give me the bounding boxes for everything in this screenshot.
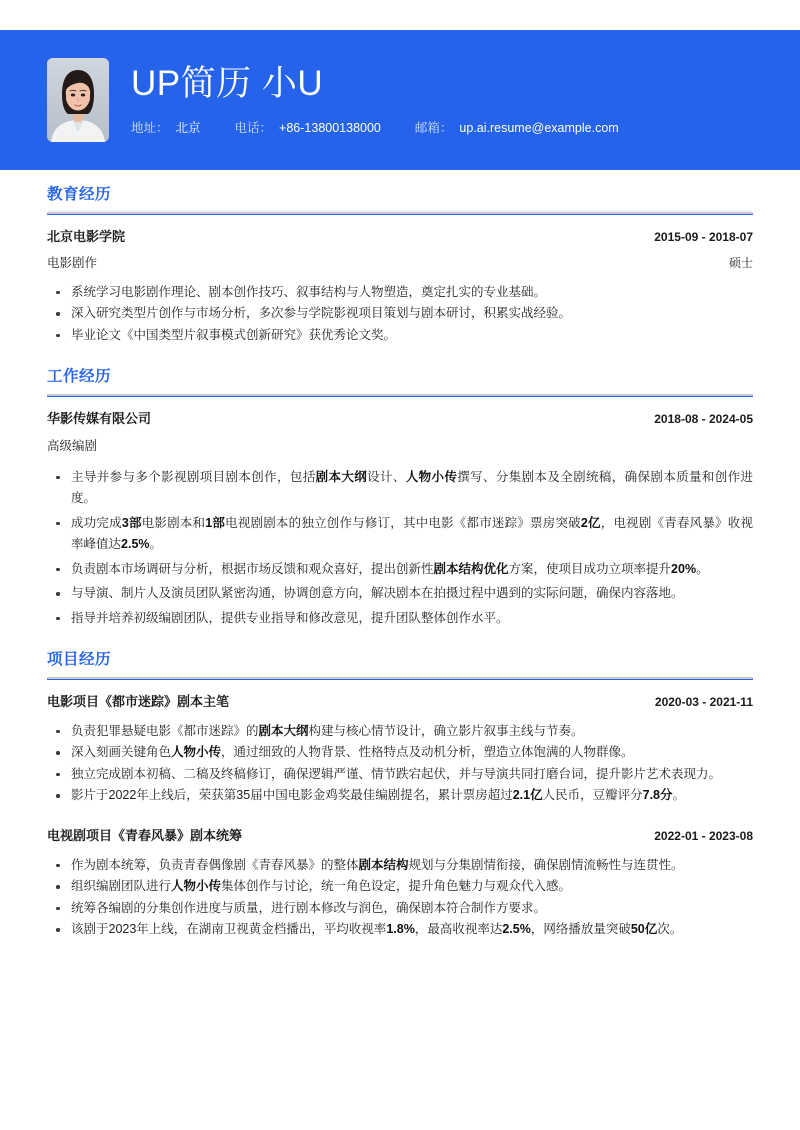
bullet-item: 负责剧本市场调研与分析，根据市场反馈和观众喜好，提出创新性剧本结构优化方案，使项目成功立项率提升20%。 (47, 559, 753, 581)
bullet-item: 指导并培养初级编剧团队，提供专业指导和修改意见，提升团队整体创作水平。 (47, 608, 753, 630)
entry-date: 2022-01 - 2023-08 (654, 828, 753, 843)
bullet-item: 影片于2022年上线后，荣获第35届中国电影金鸡奖最佳编剧提名，累计票房超过2.1亿人民币，豆瓣评分7.8分。 (47, 785, 753, 807)
entry-header-row (47, 693, 753, 712)
entry-bullet-list (47, 467, 753, 630)
entry-date: 2015-09 - 2018-07 (654, 229, 753, 244)
entry-subtitle: 高级编剧 (47, 438, 98, 453)
bullet-item: 深入刻画关键角色人物小传，通过细致的人物背景、性格特点及动机分析，塑造立体饱满的人物群像。 (47, 742, 753, 764)
education-entry (47, 228, 753, 347)
contact-address-label: 地址： (131, 120, 169, 135)
resume-header-banner (0, 30, 800, 170)
portrait-photo (47, 58, 109, 142)
header-text-block (131, 64, 619, 135)
work-entry (47, 410, 753, 629)
project-entry (47, 827, 753, 941)
bullet-item: 该剧于2023年上线，在湖南卫视黄金档播出，平均收视率1.8%，最高收视率达2.5%，网络播放量突破50亿次。 (47, 919, 753, 941)
page-title: UP简历 小U (131, 64, 324, 104)
section-work (47, 368, 753, 629)
section-education (47, 186, 753, 346)
entry-header-row (47, 827, 753, 846)
entry-header-row (47, 228, 753, 247)
bullet-item: 系统学习电影剧作理论、剧本创作技巧、叙事结构与人物塑造，奠定扎实的专业基础。 (47, 282, 753, 304)
project-entry (47, 693, 753, 807)
contact-email (415, 118, 619, 136)
bullet-item: 负责犯罪悬疑电影《都市迷踪》的剧本大纲构建与核心情节设计，确立影片叙事主线与节奏。 (47, 721, 753, 743)
bullet-item: 毕业论文《中国类型片叙事模式创新研究》获优秀论文奖。 (47, 325, 753, 347)
resume-body (0, 170, 800, 945)
entry-date: 2020-03 - 2021-11 (654, 694, 753, 709)
bullet-item: 深入研究类型片创作与市场分析，多次参与学院影视项目策划与剧本研讨，积累实战经验。 (47, 303, 753, 325)
bullet-item: 独立完成剧本初稿、二稿及终稿修订，确保逻辑严谨、情节跌宕起伏，并与导演共同打磨台词，提升影片艺术表现力。 (47, 764, 753, 786)
entry-date: 2018-08 - 2024-05 (654, 411, 753, 426)
entry-title: 华影传媒有限公司 (47, 410, 152, 426)
entry-header-row (47, 410, 753, 429)
contact-address (131, 118, 201, 136)
entry-sub-row (47, 437, 753, 455)
entry-title: 电影项目《都市迷踪》剧本主笔 (47, 693, 230, 709)
section-title-work: 工作经历 (47, 368, 112, 386)
section-divider (47, 394, 753, 397)
contact-line (131, 118, 619, 136)
entry-bullet-list (47, 721, 753, 807)
entry-sub-row (47, 254, 753, 272)
contact-email-value: up.ai.resume@example.com (459, 120, 619, 135)
section-divider (47, 212, 753, 215)
section-divider (47, 677, 753, 680)
section-title-education: 教育经历 (47, 186, 112, 203)
contact-address-value: 北京 (175, 120, 201, 135)
section-projects (47, 651, 753, 940)
contact-phone-label: 电话： (234, 120, 273, 135)
contact-phone (235, 118, 381, 136)
entry-title: 北京电影学院 (47, 228, 126, 244)
bullet-item: 统筹各编剧的分集创作进度与质量，进行剧本修改与润色，确保剧本符合制作方要求。 (47, 898, 753, 920)
bullet-item: 主导并参与多个影视剧项目剧本创作，包括剧本大纲设计、人物小传撰写、分集剧本及全剧统稿，确保剧本质量和创作进度。 (47, 467, 753, 510)
entry-degree: 硕士 (728, 256, 753, 271)
contact-phone-value: +86-13800138000 (279, 120, 381, 135)
entry-bullet-list (47, 282, 753, 347)
entry-bullet-list (47, 855, 753, 941)
entry-title: 电视剧项目《青春风暴》剧本统筹 (47, 827, 243, 843)
bullet-item: 组织编剧团队进行人物小传集体创作与讨论，统一角色设定，提升角色魅力与观众代入感。 (47, 876, 753, 898)
entry-subtitle: 电影剧作 (47, 256, 98, 271)
contact-email-label: 邮箱： (414, 120, 453, 135)
bullet-item: 作为剧本统筹，负责青春偶像剧《青春风暴》的整体剧本结构规划与分集剧情衔接，确保剧情流畅性与连贯性。 (47, 855, 753, 877)
bullet-item: 成功完成3部电影剧本和1部电视剧剧本的独立创作与修订，其中电影《都市迷踪》票房突破2亿，电视剧《青春风暴》收视率峰值达2.5%。 (47, 513, 753, 556)
bullet-item: 与导演、制片人及演员团队紧密沟通，协调创意方向，解决剧本在拍摄过程中遇到的实际问题，确保内容落地。 (47, 583, 753, 605)
section-title-projects: 项目经历 (47, 651, 112, 669)
